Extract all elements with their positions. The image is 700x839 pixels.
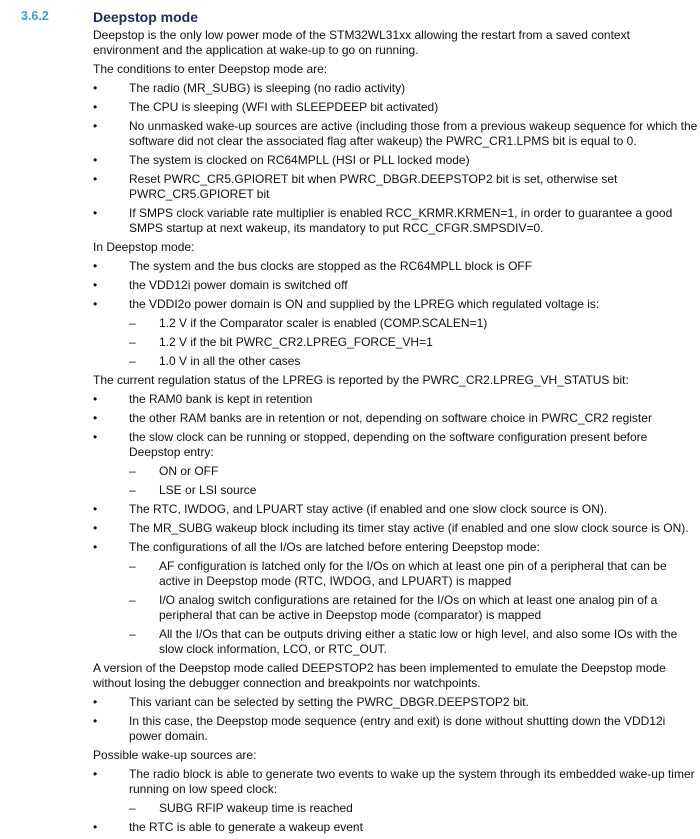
bullet-icon: • xyxy=(93,521,98,535)
sub-bullet-item xyxy=(93,483,699,498)
paragraph xyxy=(93,28,699,58)
bullet-item xyxy=(93,411,699,426)
bullet-item xyxy=(93,540,699,555)
bullet-icon: • xyxy=(93,430,98,444)
bullet-icon: • xyxy=(93,767,98,781)
text: The conditions to enter Deepstop mode are: xyxy=(93,62,328,76)
bullet-item xyxy=(93,695,699,710)
bullet-item xyxy=(93,259,699,274)
text: In this case, the Deepstop mode sequence (entry and exit) is done without shutting down the VDD12i power domain. xyxy=(129,714,666,743)
dash-icon: – xyxy=(129,559,136,573)
document-body xyxy=(93,28,699,839)
paragraph xyxy=(93,661,699,691)
bullet-item xyxy=(93,521,699,536)
text: Deepstop is the only low power mode of the STM32WL31xx allowing the restart from a saved context environment and the application at wake-up to go on running. xyxy=(93,28,630,57)
dash-icon: – xyxy=(129,335,136,349)
bullet-item xyxy=(93,502,699,517)
text: the VDD12i power domain is switched off xyxy=(129,278,348,292)
bullet-item xyxy=(93,392,699,407)
bullet-icon: • xyxy=(93,259,98,273)
bullet-icon: • xyxy=(93,172,98,186)
dash-icon: – xyxy=(129,464,136,478)
bullet-icon: • xyxy=(93,119,98,133)
text: The configurations of all the I/Os are latched before entering Deepstop mode: xyxy=(129,540,540,554)
text: No unmasked wake-up sources are active (including those from a previous wakeup sequence for which the software did not clear the associated flag after wakeup) the PWRC_CR1.LPMS bit is equal to 0. xyxy=(129,119,698,148)
text: the RAM0 bank is kept in retention xyxy=(129,392,313,406)
text: The current regulation status of the LPREG is reported by the PWRC_CR2.LPREG_VH_STATUS bit: xyxy=(93,373,629,387)
dash-icon: – xyxy=(129,593,136,607)
bullet-icon: • xyxy=(93,278,98,292)
paragraph xyxy=(93,748,699,763)
text: The MR_SUBG wakeup block including its timer stay active (if enabled and one slow clock source is ON). xyxy=(129,521,689,535)
paragraph xyxy=(93,240,699,255)
paragraph xyxy=(93,62,699,77)
bullet-item xyxy=(93,297,699,312)
bullet-item xyxy=(93,206,699,236)
dash-icon: – xyxy=(129,354,136,368)
bullet-icon: • xyxy=(93,714,98,728)
text: The radio block is able to generate two events to wake up the system through its embedded wake-up timer running on low speed clock: xyxy=(129,767,695,796)
sub-bullet-item xyxy=(93,801,699,816)
text: Reset PWRC_CR5.GPIORET bit when PWRC_DBGR.DEEPSTOP2 bit is set, otherwise set PWRC_CR5.GPIORET bit xyxy=(129,172,618,201)
text: A version of the Deepstop mode called DEEPSTOP2 has been implemented to emulate the Deepstop mode without losing the debugger connection and breakpoints nor watchpoints. xyxy=(93,661,666,690)
bullet-icon: • xyxy=(93,411,98,425)
bullet-icon: • xyxy=(93,392,98,406)
bullet-icon: • xyxy=(93,297,98,311)
text: ON or OFF xyxy=(159,464,219,478)
bullet-icon: • xyxy=(93,81,98,95)
bullet-icon: • xyxy=(93,502,98,516)
text: All the I/Os that can be outputs driving either a static low or high level, and also some IOs with the slow clock information, LCO, or RTC_OUT. xyxy=(159,627,678,656)
text: the slow clock can be running or stopped, depending on the software configuration present before Deepstop entry: xyxy=(129,430,648,459)
text: 1.0 V in all the other cases xyxy=(159,354,301,368)
text: SUBG RFIP wakeup time is reached xyxy=(159,801,353,815)
bullet-icon: • xyxy=(93,206,98,220)
section-title: Deepstop mode xyxy=(93,9,199,25)
dash-icon: – xyxy=(129,316,136,330)
bullet-item xyxy=(93,767,699,797)
bullet-icon: • xyxy=(93,100,98,114)
text: If SMPS clock variable rate multiplier is enabled RCC_KRMR.KRMEN=1, in order to guarantee a good SMPS startup at next wakeup, its mandatory to put RCC_CFGR.SMPSDIV=0. xyxy=(129,206,673,235)
bullet-icon: • xyxy=(93,540,98,554)
dash-icon: – xyxy=(129,483,136,497)
text: The radio (MR_SUBG) is sleeping (no radio activity) xyxy=(129,81,406,95)
sub-bullet-item xyxy=(93,464,699,479)
bullet-item xyxy=(93,820,699,835)
bullet-item xyxy=(93,100,699,115)
sub-bullet-item xyxy=(93,627,699,657)
text: LSE or LSI source xyxy=(159,483,257,497)
text: In Deepstop mode: xyxy=(93,240,195,254)
text: 1.2 V if the bit PWRC_CR2.LPREG_FORCE_VH=1 xyxy=(159,335,433,349)
text: the VDDI2o power domain is ON and supplied by the LPREG which regulated voltage is: xyxy=(129,297,600,311)
bullet-item xyxy=(93,278,699,293)
bullet-icon: • xyxy=(93,820,98,834)
dash-icon: – xyxy=(129,627,136,641)
sub-bullet-item xyxy=(93,593,699,623)
bullet-icon: • xyxy=(93,695,98,709)
text: the RTC is able to generate a wakeup event xyxy=(129,820,363,834)
sub-bullet-item xyxy=(93,354,699,369)
text: The system and the bus clocks are stopped as the RC64MPLL block is OFF xyxy=(129,259,533,273)
text: This variant can be selected by setting the PWRC_DBGR.DEEPSTOP2 bit. xyxy=(129,695,529,709)
bullet-icon: • xyxy=(93,153,98,167)
bullet-item xyxy=(93,81,699,96)
text: I/O analog switch configurations are retained for the I/Os on which at least one analog pin of a peripheral that can be active in Deepstop mode (comparator) is mapped xyxy=(159,593,658,622)
sub-bullet-item xyxy=(93,559,699,589)
paragraph xyxy=(93,373,699,388)
dash-icon: – xyxy=(129,801,136,815)
text: AF configuration is latched only for the I/Os on which at least one pin of a peripheral that can be active in Deepstop mode (RTC, IWDOG, and LPUART) is mapped xyxy=(159,559,667,588)
text: the other RAM banks are in retention or not, depending on software choice in PWRC_CR2 register xyxy=(129,411,652,425)
text: Possible wake-up sources are: xyxy=(93,748,257,762)
sub-bullet-item xyxy=(93,335,699,350)
bullet-item xyxy=(93,119,699,149)
sub-bullet-item xyxy=(93,316,699,331)
text: 1.2 V if the Comparator scaler is enabled (COMP.SCALEN=1) xyxy=(159,316,488,330)
bullet-item xyxy=(93,153,699,168)
bullet-item xyxy=(93,714,699,744)
text: The RTC, IWDOG, and LPUART stay active (if enabled and one slow clock source is ON). xyxy=(129,502,608,516)
text: The system is clocked on RC64MPLL (HSI or PLL locked mode) xyxy=(129,153,470,167)
text: The CPU is sleeping (WFI with SLEEPDEEP bit activated) xyxy=(129,100,439,114)
section-number: 3.6.2 xyxy=(21,9,49,23)
bullet-item xyxy=(93,430,699,460)
bullet-item xyxy=(93,172,699,202)
